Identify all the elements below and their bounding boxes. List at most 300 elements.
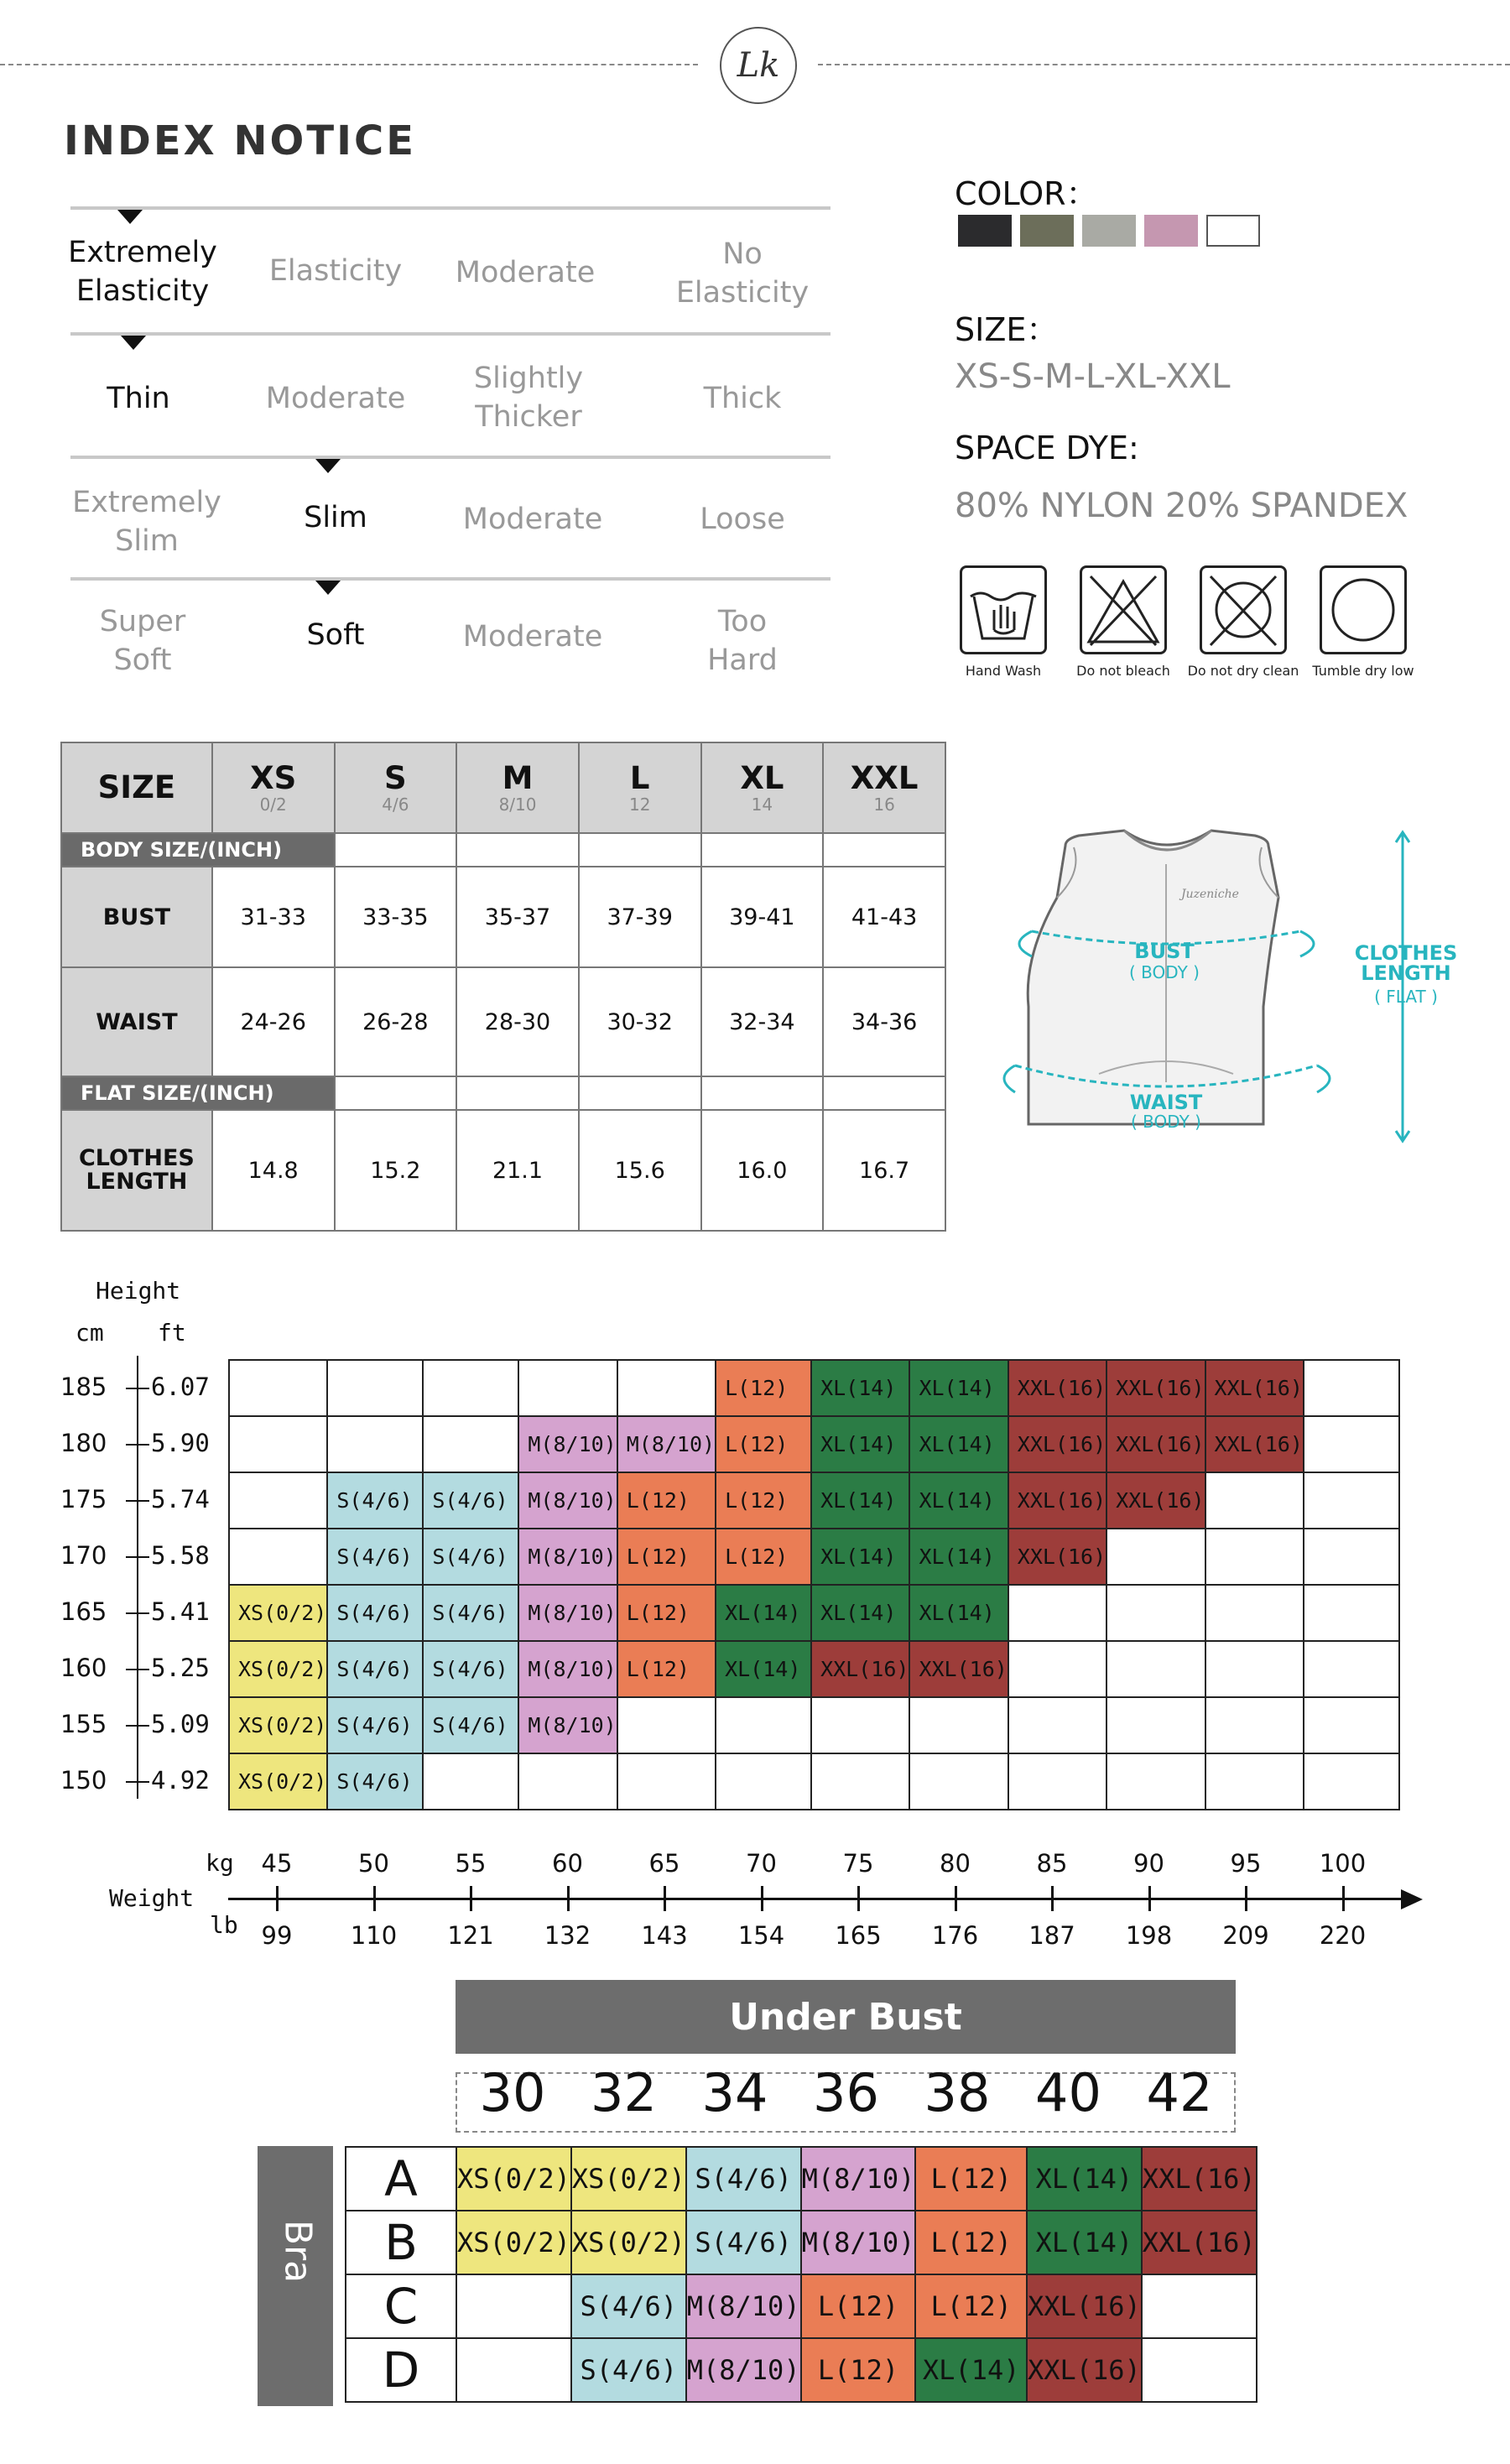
index-softness-option: Super Soft (99, 605, 186, 677)
bra-size-cell (1142, 2274, 1257, 2338)
size-cell (229, 1472, 327, 1529)
bra-size-cell (456, 2274, 571, 2338)
height-tick-mark (126, 1556, 149, 1558)
bust-row-label: BUST (61, 867, 212, 967)
size-cell (423, 1753, 518, 1810)
clothes-length-sub-label: ( FLAT ) (1374, 987, 1438, 1007)
bra-size-cell: XXL(16) (1142, 2147, 1257, 2211)
grid-row (229, 1585, 1399, 1641)
blank-cell (823, 1076, 945, 1110)
no-dry-clean-icon (1200, 565, 1287, 654)
waist-label: WAIST (1129, 1091, 1203, 1114)
bra-side-band (258, 2146, 333, 2406)
size-cell: XXL(16) (909, 1641, 1008, 1697)
weight-kg-tick: 75 (842, 1849, 874, 1878)
size-cell: XXL(16) (1106, 1360, 1205, 1416)
grid-row (229, 1529, 1399, 1585)
size-cell (1304, 1360, 1399, 1416)
size-cell: XL(14) (909, 1360, 1008, 1416)
weight-lb-tick: 99 (261, 1921, 293, 1950)
clothes-length-diagram-label: CLOTHES LENGTH (1354, 941, 1458, 985)
size-cell (617, 1753, 716, 1810)
weight-tick-mark (857, 1886, 860, 1911)
weight-tick-mark (664, 1886, 666, 1911)
blank-cell (823, 833, 945, 867)
color-swatch (958, 215, 1012, 247)
waist-row-label: WAIST (61, 967, 212, 1076)
bra-size-cell: L(12) (801, 2338, 916, 2402)
blank-cell (579, 1076, 701, 1110)
weight-tick-mark (567, 1886, 570, 1911)
bra-size-cell: XL(14) (915, 2338, 1027, 2402)
height-ft-tick: 5.90 (151, 1429, 210, 1457)
size-cell (1304, 1753, 1399, 1810)
care-label: Do not dry clean (1187, 663, 1299, 679)
waist-value: 30-32 (579, 967, 701, 1076)
height-tick-mark (126, 1669, 149, 1670)
height-cm-tick: 150 (60, 1766, 107, 1795)
size-cell (909, 1697, 1008, 1753)
index-fit-option: Extremely Slim (72, 486, 221, 558)
size-cell: S(4/6) (327, 1529, 423, 1585)
size-cell (1304, 1641, 1399, 1697)
index-thickness-option: Thin (107, 382, 170, 415)
bra-size-cell: S(4/6) (686, 2147, 801, 2211)
height-cm-tick: 155 (60, 1710, 107, 1738)
under-bust-value: 38 (924, 2062, 991, 2123)
size-col-header (579, 742, 701, 833)
size-header-label: SIZE (97, 769, 176, 805)
size-cell: XS(0/2) (229, 1697, 327, 1753)
size-cell (327, 1416, 423, 1472)
weight-lb-tick: 198 (1125, 1921, 1173, 1950)
blank-cell (456, 1076, 579, 1110)
bra-size-cell: S(4/6) (571, 2274, 686, 2338)
height-ft-tick: 6.07 (151, 1373, 210, 1401)
weight-tick-mark (1342, 1886, 1345, 1911)
waist-value: 32-34 (701, 967, 824, 1076)
size-cell (1304, 1585, 1399, 1641)
height-ft-tick: 5.74 (151, 1485, 210, 1513)
bra-side-label: Bra (276, 2219, 320, 2284)
bra-size-cell: S(4/6) (571, 2338, 686, 2402)
size-cell: XS(0/2) (229, 1585, 327, 1641)
weight-lb-tick: 187 (1028, 1921, 1075, 1950)
height-ft-tick: 5.41 (151, 1597, 210, 1626)
under-bust-value: 34 (701, 2062, 768, 2123)
size-cell (811, 1753, 909, 1810)
size-cell: M(8/10) (518, 1697, 617, 1753)
size-cell: S(4/6) (327, 1753, 423, 1810)
weight-lb-tick: 165 (835, 1921, 882, 1950)
size-cell: XL(14) (811, 1472, 909, 1529)
size-cell (1205, 1753, 1304, 1810)
weight-axis-title: Weight (109, 1884, 195, 1912)
height-ft-tick: 4.92 (151, 1766, 210, 1795)
hand-wash-icon (960, 565, 1047, 654)
height-ft-tick: 5.09 (151, 1710, 210, 1738)
color-swatch (1020, 215, 1074, 247)
size-cell (1106, 1585, 1205, 1641)
size-table (60, 742, 946, 1232)
size-cell: S(4/6) (423, 1641, 518, 1697)
height-tick-mark (126, 1725, 149, 1727)
bust-value: 31-33 (212, 867, 335, 967)
grid-row (229, 1360, 1399, 1416)
cm-unit-label: cm (76, 1319, 104, 1347)
bust-value: 39-41 (701, 867, 824, 967)
size-cell (716, 1753, 811, 1810)
size-cell: L(12) (617, 1472, 716, 1529)
height-cm-tick: 175 (60, 1485, 107, 1513)
size-cell: XL(14) (716, 1641, 811, 1697)
bra-row (346, 2211, 1257, 2274)
height-cm-tick: 170 (60, 1541, 107, 1570)
weight-kg-tick: 80 (940, 1849, 971, 1878)
bust-value: 37-39 (579, 867, 701, 967)
size-cell: S(4/6) (327, 1697, 423, 1753)
index-notice-title: INDEX NOTICE (64, 117, 416, 164)
length-value: 15.2 (335, 1110, 457, 1231)
bra-row (346, 2274, 1257, 2338)
grid-row (229, 1416, 1399, 1472)
bra-size-cell (456, 2338, 571, 2402)
grid-row (229, 1641, 1399, 1697)
size-cell: XL(14) (909, 1585, 1008, 1641)
brand-logo (720, 27, 797, 104)
size-cell: L(12) (716, 1360, 811, 1416)
waist-value: 26-28 (335, 967, 457, 1076)
waist-value: 34-36 (823, 967, 945, 1076)
weight-tick-mark (470, 1886, 472, 1911)
cup-label: B (346, 2211, 456, 2274)
weight-kg-tick: 65 (648, 1849, 680, 1878)
index-softness-option: Moderate (462, 620, 603, 654)
care-label: Hand Wash (965, 663, 1042, 679)
weight-lb-tick: 220 (1319, 1921, 1367, 1950)
bra-size-cell: S(4/6) (686, 2211, 801, 2274)
weight-lb-tick: 132 (544, 1921, 591, 1950)
under-bust-value: 42 (1146, 2062, 1213, 2123)
length-value: 21.1 (456, 1110, 579, 1231)
size-cell: XS(0/2) (229, 1753, 327, 1810)
index-thickness-option: Slightly Thicker (473, 362, 584, 434)
index-elasticity-option: Extremely Elasticity (68, 236, 217, 308)
size-cell: XXL(16) (1008, 1416, 1106, 1472)
clothes-length-row-label: CLOTHES LENGTH (61, 1110, 212, 1231)
size-cell (617, 1360, 716, 1416)
bust-value: 35-37 (456, 867, 579, 967)
size-cell: XS(0/2) (229, 1641, 327, 1697)
weight-lb-tick: 176 (931, 1921, 979, 1950)
weight-kg-tick: 45 (261, 1849, 293, 1878)
size-cell: L(12) (617, 1585, 716, 1641)
cup-label: A (346, 2147, 456, 2211)
weight-tick-mark (373, 1886, 376, 1911)
indicator-marker-icon (117, 210, 143, 224)
blank-cell (701, 833, 824, 867)
size-cell: S(4/6) (423, 1529, 518, 1585)
index-row-divider (70, 456, 830, 459)
size-name: XS (250, 760, 297, 796)
space-dye-label: SPACE DYE: (955, 430, 1139, 466)
index-thickness-option: Thick (703, 382, 782, 415)
length-value: 16.0 (701, 1110, 824, 1231)
height-cm-tick: 160 (60, 1654, 107, 1682)
index-fit-option: Loose (700, 503, 785, 536)
size-cell: L(12) (716, 1416, 811, 1472)
size-cell (1304, 1529, 1399, 1585)
height-tick-mark (126, 1500, 149, 1502)
color-swatch (1206, 215, 1260, 247)
bra-size-cell: XS(0/2) (456, 2147, 571, 2211)
bra-size-cell: L(12) (915, 2274, 1027, 2338)
bra-size-cell: XXL(16) (1027, 2274, 1142, 2338)
size-cell: XL(14) (811, 1529, 909, 1585)
header-divider-left (0, 64, 698, 65)
size-cell: XXL(16) (1008, 1472, 1106, 1529)
indicator-marker-icon (315, 581, 341, 595)
weight-kg-tick: 60 (552, 1849, 583, 1878)
size-cell (1304, 1697, 1399, 1753)
care-label: Do not bleach (1076, 663, 1170, 679)
color-swatch (1082, 215, 1136, 247)
size-cell (229, 1416, 327, 1472)
size-number: 4/6 (382, 794, 409, 815)
bra-size-cell: XS(0/2) (456, 2211, 571, 2274)
garment-brand: Juzeniche (1181, 888, 1239, 901)
care-label: Tumble dry low (1312, 663, 1414, 679)
index-fit-option: Moderate (462, 503, 603, 536)
size-number: 16 (873, 794, 895, 815)
blank-cell (701, 1076, 824, 1110)
size-header (61, 742, 212, 833)
size-number: 14 (751, 794, 773, 815)
size-col-header (335, 742, 457, 833)
weight-kg-tick: 90 (1133, 1849, 1164, 1878)
height-ft-tick: 5.58 (151, 1541, 210, 1570)
weight-lb-tick: 143 (641, 1921, 688, 1950)
size-cell (1304, 1472, 1399, 1529)
size-range: XS-S-M-L-XL-XXL (955, 357, 1231, 396)
tumble-dry-low-icon (1320, 565, 1407, 654)
size-col-header (212, 742, 335, 833)
bra-size-cell: M(8/10) (801, 2211, 916, 2274)
under-bust-value: 32 (591, 2062, 657, 2123)
size-cell (1106, 1641, 1205, 1697)
length-value: 15.6 (579, 1110, 701, 1231)
weight-kg-tick: 100 (1319, 1849, 1367, 1878)
size-col-header (823, 742, 945, 833)
size-cell: XXL(16) (1008, 1529, 1106, 1585)
blank-cell (579, 833, 701, 867)
size-cell (1106, 1529, 1205, 1585)
size-cell: XL(14) (909, 1472, 1008, 1529)
kg-unit-label: kg (206, 1849, 234, 1877)
size-cell: S(4/6) (423, 1585, 518, 1641)
weight-tick-mark (1148, 1886, 1151, 1911)
size-label: SIZE： (955, 311, 1059, 348)
bust-value: 33-35 (335, 867, 457, 967)
bra-size-cell: XXL(16) (1142, 2211, 1257, 2274)
size-cell: M(8/10) (617, 1416, 716, 1472)
under-bust-value: 36 (813, 2062, 879, 2123)
height-ft-tick: 5.25 (151, 1654, 210, 1682)
index-elasticity-option: Elasticity (268, 254, 403, 288)
height-tick-mark (126, 1444, 149, 1446)
under-bust-value: 30 (479, 2062, 546, 2123)
size-name: M (502, 760, 534, 796)
blank-cell (335, 1076, 457, 1110)
index-softness-option: Soft (306, 618, 365, 652)
size-number: 8/10 (498, 794, 537, 815)
size-cell (518, 1753, 617, 1810)
bra-size-cell: XL(14) (1027, 2147, 1142, 2211)
size-cell: XXL(16) (1008, 1360, 1106, 1416)
bra-size-cell: XS(0/2) (571, 2147, 686, 2211)
lb-unit-label: lb (210, 1911, 238, 1939)
size-cell (423, 1416, 518, 1472)
grid-row (229, 1753, 1399, 1810)
grid-row (229, 1472, 1399, 1529)
size-cell: L(12) (617, 1529, 716, 1585)
under-bust-value: 40 (1035, 2062, 1101, 2123)
size-cell: M(8/10) (518, 1585, 617, 1641)
bra-size-cell: L(12) (801, 2274, 916, 2338)
size-cell (423, 1360, 518, 1416)
size-cell (229, 1529, 327, 1585)
weight-lb-tick: 154 (737, 1921, 785, 1950)
bra-row (346, 2338, 1257, 2402)
bust-label: BUST (1134, 940, 1195, 963)
size-cell (518, 1360, 617, 1416)
under-bust-title: Under Bust (456, 1980, 1236, 2054)
weight-tick-mark (1245, 1886, 1247, 1911)
bra-size-cell: M(8/10) (686, 2338, 801, 2402)
weight-axis-line (228, 1898, 1403, 1900)
weight-kg-tick: 85 (1036, 1849, 1068, 1878)
color-swatch (1144, 215, 1198, 247)
height-weight-grid (228, 1359, 1400, 1810)
bra-size-cell: XS(0/2) (571, 2211, 686, 2274)
size-cell (1205, 1641, 1304, 1697)
height-cm-tick: 165 (60, 1597, 107, 1626)
height-tick-mark (126, 1388, 149, 1389)
bra-size-cell: M(8/10) (686, 2274, 801, 2338)
length-value: 16.7 (823, 1110, 945, 1231)
fabric-composition: 80% NYLON 20% SPANDEX (955, 487, 1408, 525)
size-name: XXL (850, 760, 919, 796)
weight-kg-tick: 50 (358, 1849, 389, 1878)
weight-tick-mark (1051, 1886, 1054, 1911)
size-cell (1106, 1697, 1205, 1753)
bra-row (346, 2147, 1257, 2211)
size-cell: XXL(16) (1106, 1472, 1205, 1529)
bra-size-cell: L(12) (915, 2211, 1027, 2274)
index-row-divider (70, 577, 830, 581)
size-cell (1304, 1416, 1399, 1472)
size-cell (1008, 1585, 1106, 1641)
size-name: XL (740, 760, 784, 796)
size-cell: M(8/10) (518, 1416, 617, 1472)
size-cell: L(12) (716, 1529, 811, 1585)
waist-value: 28-30 (456, 967, 579, 1076)
waist-value: 24-26 (212, 967, 335, 1076)
bust-value: 41-43 (823, 867, 945, 967)
size-cell (327, 1360, 423, 1416)
axis-arrow-icon (1401, 1889, 1423, 1909)
bra-size-cell: XXL(16) (1027, 2338, 1142, 2402)
index-thickness-option: Moderate (265, 382, 406, 415)
size-col-header (456, 742, 579, 833)
size-cell: XXL(16) (1106, 1416, 1205, 1472)
index-fit-option: Slim (304, 501, 367, 534)
size-cell (1205, 1697, 1304, 1753)
length-value: 14.8 (212, 1110, 335, 1231)
size-cell: XXL(16) (1205, 1360, 1304, 1416)
weight-kg-tick: 70 (746, 1849, 777, 1878)
size-cell: XXL(16) (1205, 1416, 1304, 1472)
no-bleach-icon (1080, 565, 1167, 654)
size-name: S (384, 760, 407, 796)
size-cell (1008, 1641, 1106, 1697)
size-cell: XL(14) (909, 1529, 1008, 1585)
grid-row (229, 1697, 1399, 1753)
weight-lb-tick: 110 (350, 1921, 398, 1950)
size-cell (716, 1697, 811, 1753)
size-cell: S(4/6) (327, 1472, 423, 1529)
height-axis-line (137, 1356, 138, 1799)
size-cell: L(12) (617, 1641, 716, 1697)
size-name: L (629, 760, 650, 796)
height-axis-title: Height (96, 1277, 181, 1305)
bra-size-grid (345, 2146, 1257, 2403)
weight-tick-mark (761, 1886, 763, 1911)
size-cell (811, 1697, 909, 1753)
size-number: 12 (628, 794, 651, 815)
height-cm-tick: 185 (60, 1373, 107, 1401)
color-label: COLOR： (955, 175, 1098, 212)
bra-size-cell: XL(14) (1027, 2211, 1142, 2274)
flat-size-band: FLAT SIZE/(INCH) (61, 1076, 335, 1110)
indicator-marker-icon (121, 336, 146, 350)
size-cell: S(4/6) (423, 1472, 518, 1529)
size-cell (909, 1753, 1008, 1810)
size-cell: XL(14) (811, 1416, 909, 1472)
weight-lb-tick: 209 (1222, 1921, 1269, 1950)
size-cell (617, 1697, 716, 1753)
header-divider-right (818, 64, 1510, 65)
indicator-marker-icon (315, 459, 341, 473)
index-row-divider (70, 206, 830, 210)
size-cell: XL(14) (716, 1585, 811, 1641)
size-col-header (701, 742, 824, 833)
weight-tick-mark (276, 1886, 279, 1911)
size-cell: XL(14) (811, 1360, 909, 1416)
weight-lb-tick: 121 (447, 1921, 494, 1950)
size-cell: S(4/6) (327, 1585, 423, 1641)
height-tick-mark (126, 1612, 149, 1614)
height-tick-mark (126, 1781, 149, 1783)
size-cell (1205, 1529, 1304, 1585)
size-cell: XL(14) (811, 1585, 909, 1641)
size-cell: S(4/6) (423, 1697, 518, 1753)
ft-unit-label: ft (158, 1319, 186, 1347)
blank-cell (456, 833, 579, 867)
size-cell: XXL(16) (811, 1641, 909, 1697)
size-cell: S(4/6) (327, 1641, 423, 1697)
weight-kg-tick: 55 (455, 1849, 487, 1878)
